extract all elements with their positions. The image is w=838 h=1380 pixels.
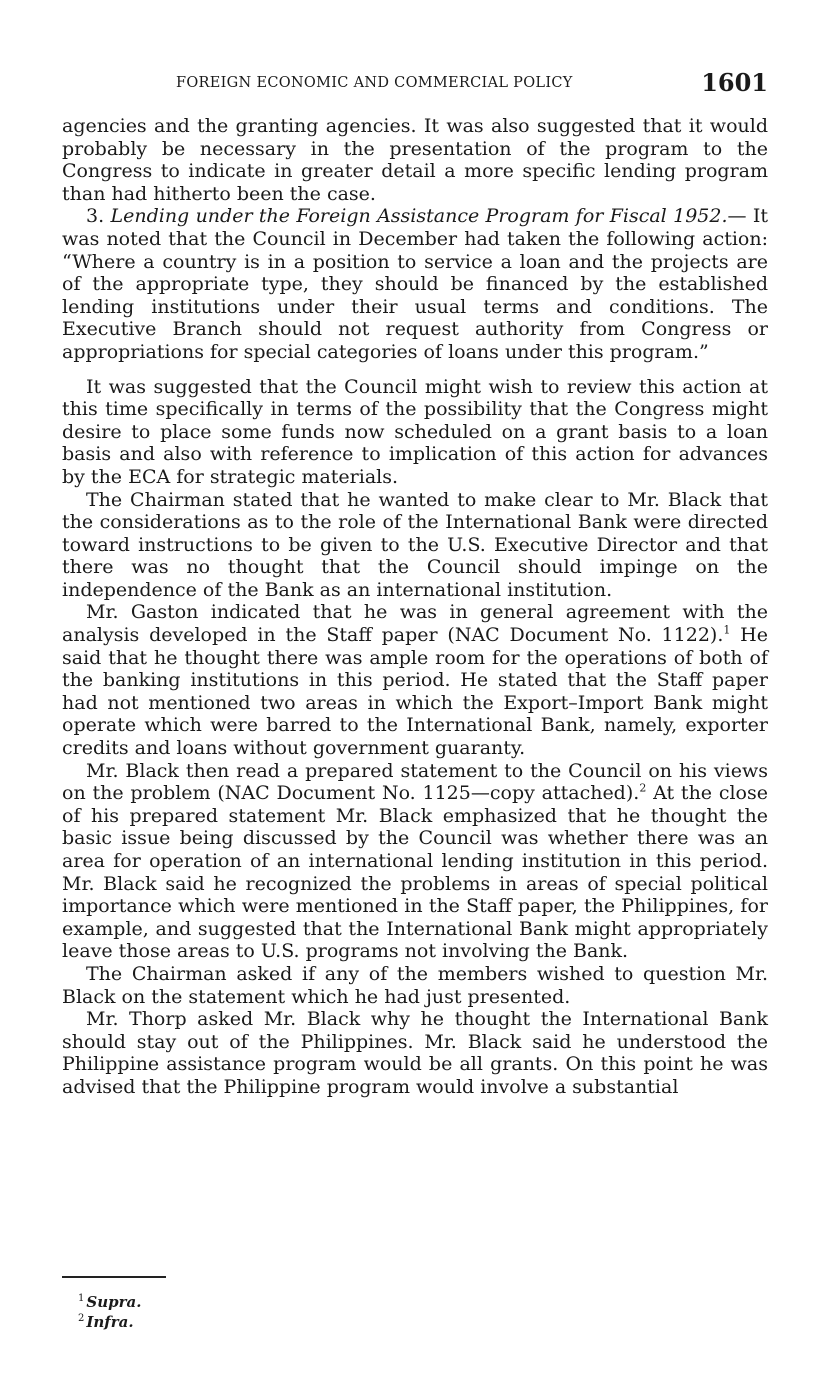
page-number: 1601: [701, 68, 768, 97]
paragraph-6-text-a: Mr. Black then read a prepared statement to the Council on his views on the problem (NAC Document No. 1125—copy attached).: [62, 759, 768, 805]
footnote-2: [78, 1312, 141, 1332]
footnote-1-text: Supra.: [86, 1293, 142, 1311]
paragraph-5: [62, 601, 768, 759]
footnote-ref-1[interactable]: 1: [723, 623, 731, 637]
footnote-1: [78, 1292, 141, 1312]
paragraph-7: [62, 963, 768, 1008]
paragraph-6-text-b: At the close of his prepared statement Mr. Black emphasized that he thought the basic issue being discussed by the Council was whether there was an area for operation of an international lending institution in this period. Mr. Black said he recognized the problems in areas of special political importance which were mentioned in the Staff paper, the Philippines, for example, and suggested that the International Bank might appropriately leave those areas to U.S. programs not involving the Bank.: [62, 782, 768, 963]
paragraph-8: [62, 1008, 768, 1098]
footnote-ref-2[interactable]: 2: [639, 781, 647, 795]
paragraph-4: [62, 489, 768, 602]
page-header: [62, 68, 768, 98]
paragraph-1-text: agencies and the granting agencies. It was also suggested that it would probably be necessary in the presentation of the program to the Congress to indicate in greater detail a more specific lending program than had hitherto been the case.: [62, 115, 768, 205]
paragraph-7-text: The Chairman asked if any of the members wished to question Mr. Black on the statement which he had just presented.: [62, 962, 768, 1008]
footnote-1-mark: 1: [78, 1293, 85, 1304]
paragraph-8-text: Mr. Thorp asked Mr. Black why he thought the International Bank should stay out of the Philippines. Mr. Black said he understood the Philippine assistance program would be all grants. On this point he was advised that the Philippine program would involve a substantial: [62, 1008, 768, 1098]
paragraph-4-text: The Chairman stated that he wanted to make clear to Mr. Black that the considerations as to the role of the International Bank were directed toward instructions to be given to the U.S. Executive Director and that there was no thought that the Council should impinge on the independence of the Bank as an international institution.: [62, 488, 768, 601]
paragraph-2-text: — It was noted that the Council in December had taken the following action: “Where a country is in a position to service a loan and the projects are of the appropriate type, they should be financed by the established lending institutions under their usual terms and conditions. The Executive Branch should not request authority from Congress or appropriations for special categories of loans under this program.”: [62, 205, 768, 363]
paragraph-1: [62, 115, 768, 205]
paragraph-2: [62, 205, 768, 363]
paragraph-3: [62, 376, 768, 489]
footnote-2-text: Infra.: [86, 1313, 134, 1331]
footnote-2-mark: 2: [78, 1313, 85, 1324]
paragraph-3-text: It was suggested that the Council might wish to review this action at this time specifically in terms of the possibility that the Congress might desire to place some funds now scheduled on a grant basis to a loan basis and also with reference to implication of this action for advances by the ECA for strategic materials.: [62, 375, 768, 488]
section-heading: Lending under the Foreign Assistance Program for Fiscal 1952.: [110, 205, 728, 228]
footnotes: [78, 1292, 141, 1332]
paragraph-5-text-b: He said that he thought there was ample room for the operations of both of the banking institutions in this period. He stated that the Staff paper had not mentioned two areas in which the Export–Import Bank might operate which were barred to the International Bank, namely, exporter credits and loans without government guaranty.: [62, 624, 768, 760]
footnote-divider: [62, 1276, 166, 1278]
section-number: 3.: [86, 205, 111, 228]
running-head: FOREIGN ECONOMIC AND COMMERCIAL POLICY: [176, 75, 573, 91]
paragraph-5-text-a: Mr. Gaston indicated that he was in general agreement with the analysis developed in the Staff paper (NAC Document No. 1122).: [62, 601, 768, 647]
body-text: [62, 115, 768, 1099]
paragraph-6: [62, 760, 768, 963]
